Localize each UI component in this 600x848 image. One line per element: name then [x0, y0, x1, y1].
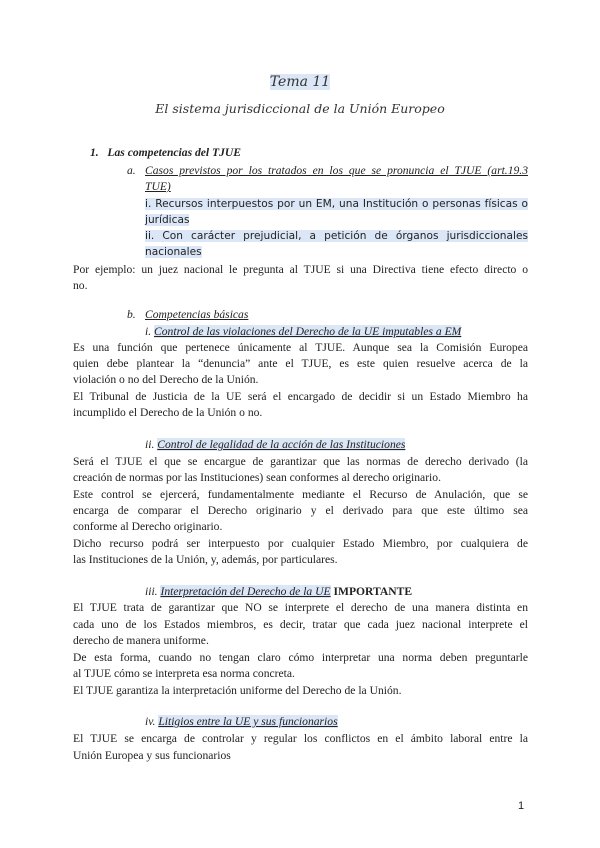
example-line-1: Por ejemplo: un juez nacional le pregunta al TJUE si una Directiva tiene efecto directo o: [73, 263, 528, 276]
list-marker-b: b.: [127, 308, 136, 321]
para-ii-line-5: conforme al Derecho originario.: [73, 520, 223, 533]
page-subtitle: El sistema jurisdiccional de la Unión Europeo: [155, 101, 445, 116]
para-iii-line-5: al TJUE cómo se interpreta esa norma concreta.: [73, 667, 295, 680]
para-ii-line-1: Será el TJUE el que se encargue de garantizar que las normas de derecho derivado (la: [73, 455, 528, 468]
section-number: 1.: [90, 146, 99, 159]
subsection-a-title-cont: TUE): [145, 180, 171, 193]
subheading-ii: [145, 437, 405, 453]
subsection-b-title: Competencias básicas: [145, 308, 249, 321]
title-text: Tema 11: [269, 74, 331, 90]
item-ii-line-1: [145, 228, 528, 244]
para-ii-line-2: creación de normas por las Instituciones) sean conformes al derecho originario.: [73, 471, 441, 484]
page-number: 1: [518, 800, 525, 812]
item-ii-text-1: ii. Con carácter prejudicial, a petición de órganos jurisdiccionales: [145, 230, 528, 242]
para-iii-line-6: El TJUE garantiza la interpretación uniforme del Derecho de la Unión.: [73, 684, 402, 697]
para-iii-line-2: cada uno de los Estados miembros, es decir, tratar que cada juez nacional interprete el: [73, 618, 528, 631]
para-i-line-5: incumplido el Derecho de la Unión o no.: [73, 406, 263, 419]
subheading-iii-text: Interpretación del Derecho de la UE: [160, 585, 331, 598]
subheading-i: [145, 324, 461, 340]
para-ii-line-6: Dicho recurso podrá ser interpuesto por cualquier Estado Miembro, por cualquiera de: [73, 537, 528, 550]
section-1-heading: [90, 145, 241, 161]
para-iv-line-1: El TJUE se encarga de controlar y regular los conflictos en el ámbito laboral entre la: [73, 732, 528, 745]
item-i-text-2: jurídicas: [145, 214, 190, 226]
item-ii-text-2: nacionales: [145, 246, 202, 258]
marker-iii: iii.: [145, 585, 158, 598]
para-ii-line-3: Este control se ejercerá, fundamentalmente mediante el Recurso de Anulación, que se: [73, 488, 528, 501]
item-ii-line-2: [145, 244, 202, 260]
subheading-iv: [145, 714, 338, 730]
para-iv-line-2: Unión Europea y sus funcionarios: [73, 749, 231, 762]
list-marker-a: a.: [127, 164, 136, 177]
para-i-line-1: Es una función que pertenece únicamente al TJUE. Aunque sea la Comisión Europea: [73, 341, 528, 354]
para-iii-line-1: El TJUE trata de garantizar que NO se interprete el derecho de una manera distinta en: [73, 601, 528, 614]
example-line-2: no.: [73, 279, 88, 292]
subheading-iii: [145, 584, 412, 600]
subheading-iv-text: Litigios entre la UE y sus funcionarios: [158, 715, 338, 728]
subheading-ii-text: Control de legalidad de la acción de las Instituciones: [157, 438, 406, 451]
page-title: [0, 74, 600, 90]
item-i-text-1: i. Recursos interpuestos por un EM, una Institución o personas físicas o: [145, 198, 528, 210]
para-i-line-2: quien debe plantear la “denuncia” ante el TJUE, es este quien resuelve acerca de la: [73, 357, 528, 370]
important-label: IMPORTANTE: [333, 585, 413, 598]
section-heading-text: Las competencias del TJUE: [107, 146, 242, 159]
para-ii-line-4: encarga de comparar el Derecho originario y el derivado para que este último sea: [73, 504, 528, 517]
marker-iv: iv.: [145, 715, 156, 728]
marker-ii: ii.: [145, 438, 155, 451]
subsection-a-title: Casos previstos por los tratados en los que se pronuncia el TJUE (art.19.3: [145, 164, 528, 177]
para-i-line-3: violación o no del Derecho de la Unión.: [73, 373, 259, 386]
marker-i: i.: [145, 325, 152, 338]
para-i-line-4: El Tribunal de Justicia de la UE será el encargado de decidir si un Estado Miembro ha: [73, 390, 528, 403]
para-iii-line-4: De esta forma, cuando no tengan claro cómo interpretar una norma deben preguntarle: [73, 651, 528, 664]
para-ii-line-7: las Instituciones de la Unión, y, además, por particulares.: [73, 553, 338, 566]
item-i-line-1: [145, 196, 528, 212]
subheading-i-text: Control de las violaciones del Derecho de la UE imputables a EM: [154, 325, 462, 338]
para-iii-line-3: derecho de manera uniforme.: [73, 634, 209, 647]
item-i-line-2: [145, 212, 189, 228]
